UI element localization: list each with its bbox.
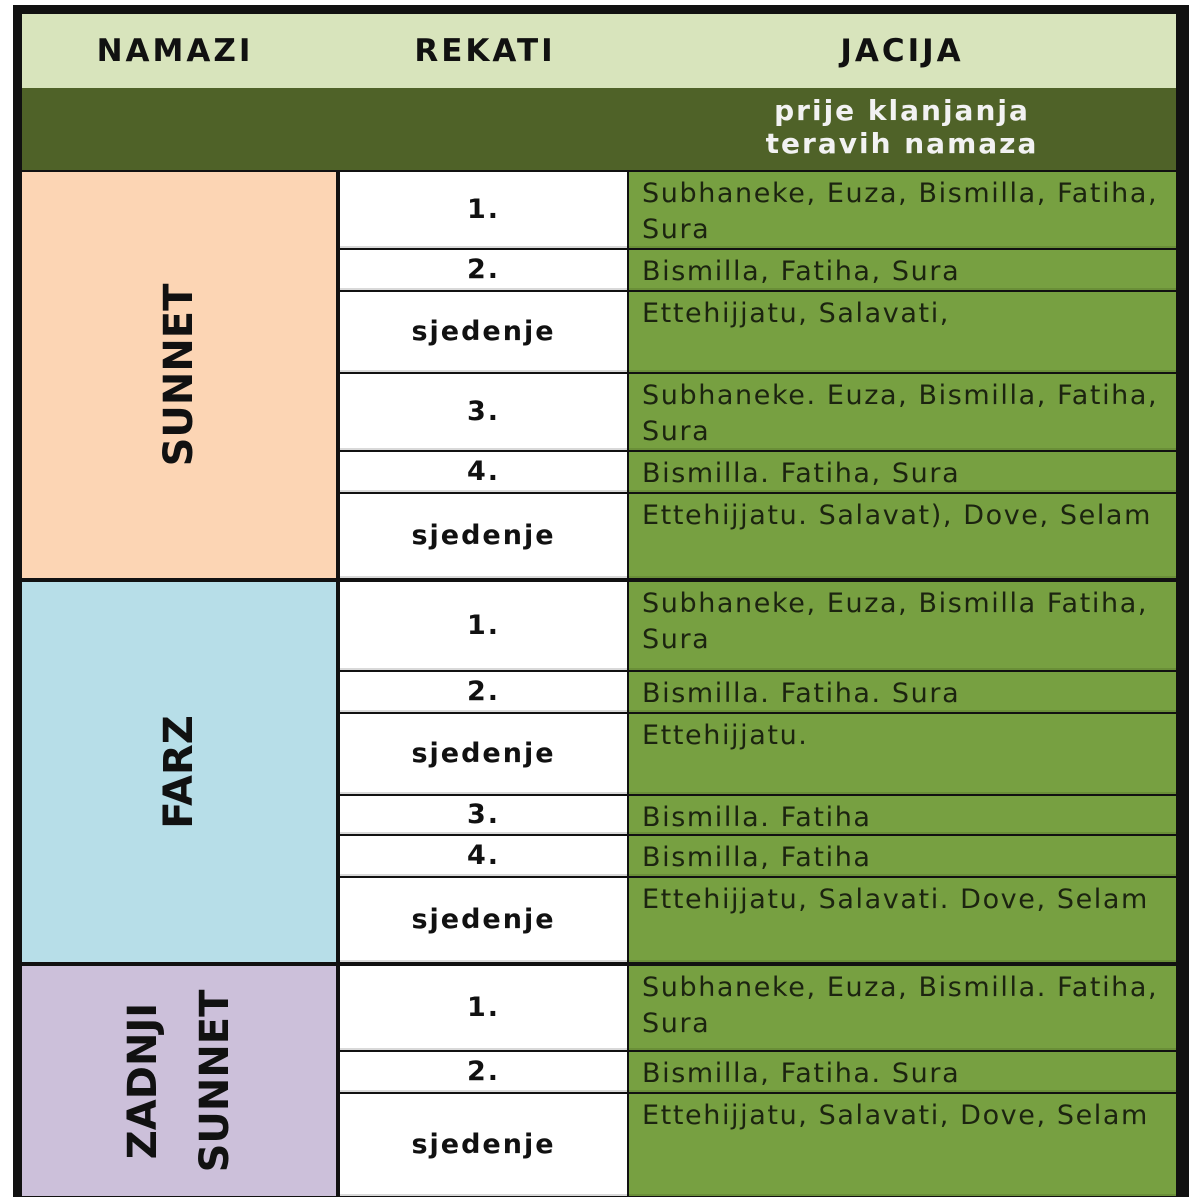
table-header — [22, 14, 1176, 88]
rekat-cell: 1. — [340, 966, 627, 1050]
rekat-cell: 4. — [340, 452, 627, 492]
rekat-cell: 3. — [340, 374, 627, 450]
jacija-cell: Subhaneke, Euza, Bismilla, Fatiha, Sura — [629, 172, 1176, 248]
rekat-cell: sjedenje — [340, 494, 627, 578]
namaz-group-label: ZADNJI SUNNET — [120, 989, 238, 1173]
rekat-cell: 4. — [340, 836, 627, 876]
jacija-cell: Ettehijjatu. Salavat), Dove, Selam — [629, 494, 1176, 578]
jacija-cell: Bismilla. Fatiha. Sura — [629, 672, 1176, 712]
namaz-group-label: SUNNET — [156, 283, 202, 467]
rekat-cell: sjedenje — [340, 292, 627, 372]
rekat-cell: 1. — [340, 582, 627, 670]
column-header-rekati: REKATI — [414, 33, 556, 69]
rekat-cell: 3. — [340, 796, 627, 834]
jacija-subheader — [22, 88, 1176, 170]
jacija-cell: Ettehijjatu, Salavati. Dove, Selam — [629, 878, 1176, 962]
column-header-namazi: NAMAZI — [96, 33, 254, 69]
namaz-group-cell — [22, 582, 336, 962]
rekat-cell: 2. — [340, 672, 627, 712]
jacija-cell: Subhaneke, Euza, Bismilla Fatiha, Sura — [629, 582, 1176, 670]
jacija-cell: Subhaneke, Euza, Bismilla. Fatiha, Sura — [629, 966, 1176, 1050]
jacija-cell: Ettehijjatu, Salavati, Dove, Selam — [629, 1094, 1176, 1196]
namaz-group-cell — [22, 966, 336, 1196]
rekat-cell: 2. — [340, 1052, 627, 1092]
jacija-cell: Subhaneke. Euza, Bismilla, Fatiha, Sura — [629, 374, 1176, 450]
jacija-cell: Bismilla, Fatiha, Sura — [629, 250, 1176, 290]
rekat-cell: sjedenje — [340, 878, 627, 962]
jacija-cell: Bismilla. Fatiha, Sura — [629, 452, 1176, 492]
jacija-cell: Bismilla. Fatiha — [629, 796, 1176, 834]
column-header-jacija: JACIJA — [840, 33, 964, 69]
namaz-group-cell — [22, 172, 336, 578]
jacija-cell: Ettehijjatu. — [629, 714, 1176, 794]
rekat-cell: sjedenje — [340, 1094, 627, 1196]
rekat-cell: sjedenje — [340, 714, 627, 794]
namaz-group-label: FARZ — [156, 715, 202, 829]
jacija-cell: Bismilla, Fatiha. Sura — [629, 1052, 1176, 1092]
rekat-cell: 1. — [340, 172, 627, 248]
jacija-cell: Bismilla, Fatiha — [629, 836, 1176, 876]
jacija-subheader-text: prije klanjanja teravih namaza — [765, 94, 1039, 160]
rekat-cell: 2. — [340, 250, 627, 290]
jacija-cell: Ettehijjatu, Salavati, — [629, 292, 1176, 372]
